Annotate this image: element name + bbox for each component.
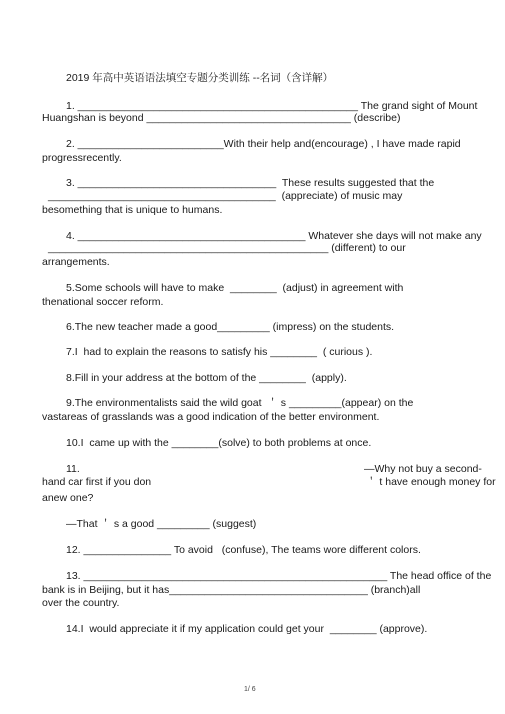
q3-line3: besomething that is unique to humans. bbox=[42, 204, 223, 216]
q6-line: 6.The new teacher made a good_________ (impress) on the students. bbox=[66, 321, 395, 333]
q4-line3: arrangements. bbox=[42, 256, 110, 268]
q11-number: 11. bbox=[66, 463, 80, 475]
q12-line: 12. _______________ To avoid (confuse), The teams wore different colors. bbox=[66, 544, 421, 556]
q2-line2: progressrecently. bbox=[42, 152, 122, 164]
q5-line2: thenational soccer reform. bbox=[42, 296, 164, 308]
q13-line1: 13. ____________________________________________________ The head office of the bbox=[66, 570, 492, 582]
page-number: 1/ 6 bbox=[244, 686, 256, 693]
q13-line3: over the country. bbox=[42, 597, 120, 609]
q1-line2: Huangshan is beyond ___________________________________ (describe) bbox=[42, 112, 401, 124]
q9-line2: vastareas of grasslands was a good indication of the better environment. bbox=[42, 411, 380, 423]
q1-line1: 1. ________________________________________________ The grand sight of Mount bbox=[66, 100, 478, 112]
q13-line2: bank is in Beijing, but it has__________________________________ (branch)all bbox=[42, 584, 421, 596]
q14-line: 14.I would appreciate it if my application could get your ________ (approve). bbox=[66, 623, 428, 635]
q10-line: 10.I came up with the ________(solve) to both problems at once. bbox=[66, 437, 372, 449]
q5-line1: 5.Some schools will have to make ________ (adjust) in agreement with bbox=[66, 282, 404, 294]
q3-line2: _______________________________________ (appreciate) of music may bbox=[48, 190, 403, 202]
q11-line3: anew one? bbox=[42, 492, 94, 504]
page-title: 2019 年高中英语语法填空专题分类训练 --名词（含详解） bbox=[66, 72, 334, 84]
q11-line4: —That ＇ s a good _________ (suggest) bbox=[66, 518, 257, 530]
q11-left2: hand car first if you don bbox=[42, 476, 152, 488]
q2-line1: 2. _________________________With their help and(encourage) , I have made rapid bbox=[66, 138, 461, 150]
q11-right1: —Why not buy a second- bbox=[364, 463, 482, 475]
q7-line: 7.I had to explain the reasons to satisfy his ________ ( curious ). bbox=[66, 346, 373, 358]
q11-right2: ＇ t have enough money for bbox=[366, 476, 496, 488]
q4-line2: ________________________________________________ (different) to our bbox=[48, 242, 406, 254]
q9-line1: 9.The environmentalists said the wild goat ＇ s _________(appear) on the bbox=[66, 397, 414, 409]
q8-line: 8.Fill in your address at the bottom of the ________ (apply). bbox=[66, 372, 347, 384]
q4-line1: 4. _______________________________________ Whatever she days will not make any bbox=[66, 230, 482, 242]
q3-line1: 3. __________________________________ These results suggested that the bbox=[66, 177, 435, 189]
